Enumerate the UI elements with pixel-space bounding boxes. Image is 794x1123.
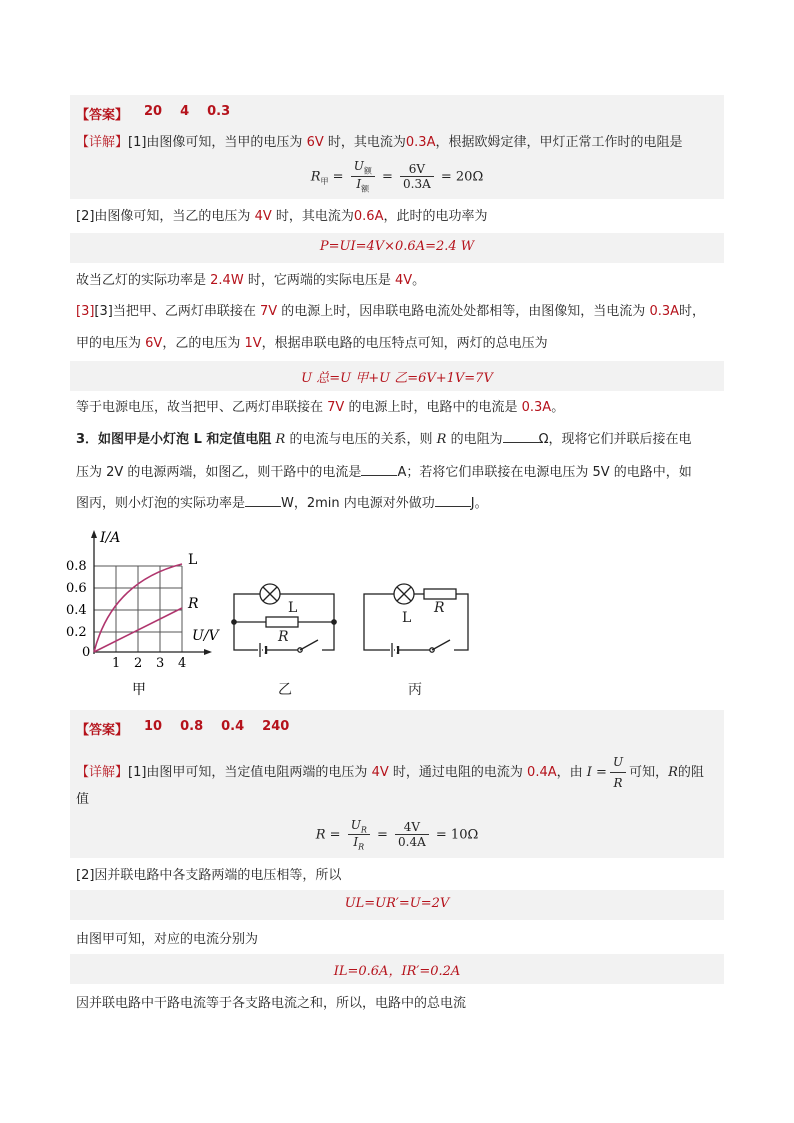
svg-text:R: R — [278, 629, 289, 645]
q2-line3: 故当乙灯的实际功率是 2.4W 时，它两端的实际电压是 4V。 — [76, 273, 426, 288]
q3-question: 3．如图甲是小灯泡 L 和定值电阻 R 的电流与电压的关系，则 R 的电阻为 Ω，现将它们并联后接在电 压为 2V 的电源两端，如图乙，则干路中的电流是 A；若将它们串联接在电源电压为 5V 的电路中，如 图丙，则小灯泡的实际功率是 W，2min 内电源对外做功 J。 — [76, 432, 692, 511]
q2-detail-line1: 【详解】[1]由图像可知，当甲的电压为 6V 时，其电流为0.3A，根据欧姆定律，甲灯正常工作时的电阻是 — [76, 135, 683, 150]
q2-line4-5: [3][3]当把甲、乙两灯串联接在 7V 的电源上时，因串联电路电流处处都相等，由图像知，当电流为 0.3A时， 甲的电压为 6V，乙的电压为 1V，根据串联电路的电压特点可知，两灯的总电压为 — [76, 304, 706, 351]
q2-equation-resistance: $R_甲$ = $\frac{U_额}{I_额}$ = $\frac{6V}{0.3A}$ = 20Ω — [310, 159, 484, 194]
q3-figures — [60, 522, 540, 704]
q3-equation-resistance: R = $\frac{U_R}{I_R}$ = $\frac{4V}{0.4A}$ = 10Ω — [70, 812, 724, 858]
svg-text:U/V: U/V — [192, 628, 219, 644]
svg-text:乙: 乙 — [278, 682, 292, 698]
svg-text:L: L — [288, 600, 298, 616]
blank-2[interactable] — [361, 463, 397, 476]
q3-line3: 由图甲可知，对应的电流分别为 — [76, 932, 259, 947]
q2-equation-total-voltage: U 总=U 甲+U 乙=6V+1V=7V — [70, 361, 724, 391]
q2-answer-values: 20 4 0.3 — [144, 104, 231, 119]
q3-equation-currents: IL=0.6A，IR′=0.2A — [70, 954, 724, 984]
q2-answer-row — [70, 95, 724, 127]
blank-1[interactable] — [503, 430, 539, 443]
q2-line6: 等于电源电压，故当把甲、乙两灯串联接在 7V 的电源上时，电路中的电流是 0.3A。 — [76, 400, 565, 415]
q3-line4: 因并联电路中干路电流等于各支路电流之和，所以，电路中的总电流 — [76, 996, 467, 1011]
svg-text:L: L — [402, 610, 412, 626]
graph-jia — [66, 530, 221, 698]
circuit-yi — [232, 584, 336, 698]
circuit-bing — [364, 584, 468, 698]
svg-text:R: R — [434, 600, 445, 616]
svg-text:0.4: 0.4 — [66, 603, 87, 618]
q3-answer-values: 10 0.8 0.4 240 — [144, 719, 290, 734]
svg-text:I/A: I/A — [100, 530, 121, 546]
svg-text:0: 0 — [82, 645, 91, 660]
svg-text:1: 1 — [112, 656, 121, 671]
svg-text:4: 4 — [178, 656, 187, 671]
svg-text:R: R — [188, 596, 199, 612]
svg-text:3: 3 — [156, 656, 165, 671]
svg-text:甲: 甲 — [132, 682, 146, 698]
q2-equation-power: P=UI=4V×0.6A=2.4 W — [70, 233, 724, 263]
q3-equation-voltage: UL=UR′=U=2V — [70, 890, 724, 920]
svg-text:2: 2 — [134, 656, 143, 671]
svg-text:0.8: 0.8 — [66, 559, 87, 574]
blank-4[interactable] — [435, 494, 471, 507]
svg-text:0.6: 0.6 — [66, 581, 87, 596]
q2-detail-block — [70, 127, 724, 199]
q2-line2: [2]由图像可知，当乙的电压为 4V 时，其电流为0.6A，此时的电功率为 — [76, 209, 488, 224]
q3-detail-block: 【详解】[1]由图甲可知，当定值电阻两端的电压为 4V 时，通过电阻的电流为 0.4A，由 I = $\frac{U}{R}$ 可知，R的阻 值 — [70, 742, 724, 812]
svg-text:0.2: 0.2 — [66, 625, 87, 640]
svg-text:丙: 丙 — [408, 682, 422, 698]
q3-line2: [2]因并联电路中各支路两端的电压相等，所以 — [76, 868, 342, 883]
blank-3[interactable] — [245, 494, 281, 507]
q3-answer-row: 【答案】 10 0.8 0.4 240 — [70, 710, 724, 742]
svg-text:L: L — [188, 552, 198, 568]
answer-label: 【答案】 — [76, 108, 129, 123]
